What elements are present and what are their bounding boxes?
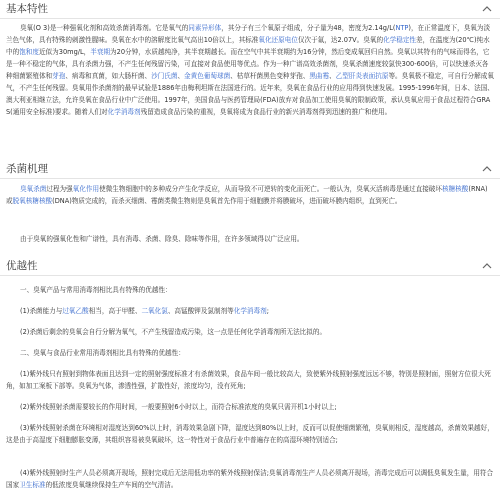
text-run: 相当，高于甲醛、 [88,307,142,315]
chevron-up-icon[interactable] [482,4,492,14]
text-run: 仅次于氟，达2.07V。臭氧的 [297,36,384,44]
text-run: 的低浓度臭氧继续保持生产车间的空气清洁。 [45,481,178,489]
inline-link[interactable]: 饱和度 [19,48,39,56]
text-run: 、病毒和真菌，如大肠杆菌、 [65,72,152,80]
text-run: 过程为强 [46,185,73,193]
text-run: 、 [177,72,185,80]
paragraph [6,233,494,245]
paragraph [6,368,494,392]
text-run: (4)紫外线照射时生产人员必须离开现场，照射完成后无法用低功率的紫外线照射保洁;臭氧消毒剂生产人员必须离开现场，消毒完成后可以调低臭氧发生量，用符合国家 [6,469,494,489]
inline-link[interactable]: 核糖核酸 [442,185,469,193]
text-run: 使微生物细胞中的多种成分产生化学反应，从而导致不可逆转的变化而死亡。一般认为，臭氧灭活病毒是通过直接破坏 [99,185,442,193]
text-run: 二、臭氧与食品行业常用消毒剂相比具有特殊的优越性： [20,349,185,357]
paragraph [6,305,494,317]
text-run: 近似为30mg/L， [38,48,91,56]
inline-link[interactable]: 半衰期 [90,48,111,56]
inline-link[interactable]: 化学消毒剂 [107,108,141,116]
paragraph [6,467,494,491]
text-run: 差，在温度为(20℃)纯水中的 [6,36,490,56]
section-title: 杀菌机理 [6,163,48,175]
inline-link[interactable]: 过氧乙酸 [62,307,89,315]
inline-link[interactable]: 化学稳定性 [383,36,417,44]
text-run: 臭氧(O 3)是一种强氧化剂和高效杀菌消毒剂。它是氧气的 [20,24,189,32]
chevron-up-icon[interactable] [482,164,492,174]
inline-link[interactable]: 芽孢 [52,72,66,80]
inline-link[interactable]: 金黄色葡萄球菌 [184,72,231,80]
paragraph [6,284,494,296]
text-run: 、 [329,72,336,80]
text-run: (3)紫外线照射杀菌在环境相对湿度达到60%以上时，消毒效果急剧下降，湿度达到80%以上时，反而可以促使细菌繁殖，臭氧则相反，湿度越高，杀菌效果越好，这是由于高湿度下细胞膨胀变薄，其组织容易被臭氧破坏，这一特性对于食品行业中普遍存在的高湿环境特别适合; [6,424,494,444]
section-title: 基本特性 [6,3,48,15]
paragraph [6,422,494,446]
paragraph [6,183,494,207]
inline-link[interactable]: 脱氧核糖核酸 [12,197,53,205]
section-header-sterilization-mechanism[interactable] [0,162,500,179]
section-header-basic-properties[interactable] [0,2,500,19]
inline-link[interactable]: 沙门氏菌 [151,72,178,80]
text-run: 等。臭氧极不稳定，可自行分解成氧气，不产生任何残留。臭氧用作杀菌剂的最早试验是1886年由梅利坦斯在法国进行的。近年来，臭氧在食品行业的应用得到快速发展。1995-1996年间，日本、法国、澳大利亚相继立法，允许臭氧在食品行业中广泛使用。1997年，美国食品与医药管理局(FDA)放弃对食品加工使用臭氧的限制政策，承认臭氧应用于食品过程符合GRAS(通用安全标准)要求。随着人们对 [6,72,494,116]
text-run: 为20分钟，水质越纯净，其半衰期越长。而在空气中其半衰期约为16分钟，然后变成氧回归自然。臭氧以其特有的气味而得名，它是一种不稳定的气体，具有杀菌力强，不产生任何残留污染，可直接对食品使用等优点。作为一种广谱高效杀菌剂，臭氧杀菌速度较氯快300-600倍，可以快速杀灭各种细菌繁殖体和 [6,48,490,80]
paragraph [6,401,494,413]
text-run: (1)杀菌能力与 [20,307,63,315]
inline-link[interactable]: 氧化作用 [72,185,100,193]
text-run: )，在正常温度下，臭氧为淡兰色气体，具有特殊的刺激性腥味。臭氧在水中的溶解度比氧气高出10倍以上，其标准 [6,24,491,44]
text-run: 由于臭氧的强氧化性和广谱性，具有消毒、杀菌、除臭、除味等作用，在许多领域得以广泛应用。 [20,235,304,243]
text-run: 、枯草杆菌黑色变种芽孢、 [230,72,310,80]
inline-link[interactable]: 乙型肝炎表面抗原 [335,72,389,80]
inline-link[interactable]: 黑曲霉 [309,72,330,80]
text-run: (DNA)物质完成的，而杀灭细菌、霉菌类微生物则是臭氧首先作用于细胞膜并将膜破坏，进而破坏膜内组织，直到死亡。 [52,197,402,205]
text-run: 一、臭氧产品与常用消毒剂相比具有特殊的优越性： [20,286,172,294]
text-run: ，其分子有三个氧原子组成，分子量为48，密度为2.14g/L( [221,24,396,32]
inline-link[interactable]: 氧化还原电位 [258,36,298,44]
text-run: (2)杀菌后剩余的臭氧会自行分解为氧气，不产生残留造成污染，这一点是任何化学消毒剂所无法比拟的。 [20,328,327,336]
paragraph [6,347,494,359]
text-run: (1)紫外线只有照射到物体表面且达到一定的照射强度标准才有杀菌效果，食品车间一般比较高大，致使紫外线照射强度远远不够，特别是照射面，照射方位很大死角，如加工案板下部等。臭氧为气体，渗透性强，扩散性好，浓度均匀，没有死角; [6,370,491,390]
paragraph [6,326,494,338]
inline-link[interactable]: NTP [395,24,409,32]
chevron-up-icon[interactable] [482,261,492,271]
text-run: (RNA)或 [6,185,488,205]
text-run: 、高锰酸钾及氯制剂等 [167,307,234,315]
section-header-advantages[interactable] [0,259,500,276]
inline-link[interactable]: 同素异形体 [188,24,222,32]
text-run: ; [266,307,269,315]
section-title: 优越性 [6,260,38,272]
inline-link[interactable]: 二氧化氯 [141,307,168,315]
text-run: 残留造成食品污染的重视，臭氧将成为食品行业的新兴消毒剂得到迅速的推广和使用。 [140,108,392,116]
paragraph [6,22,494,118]
inline-link[interactable]: 卫生标准 [19,481,46,489]
inline-link[interactable]: 臭氧杀菌 [20,185,47,193]
inline-link[interactable]: 化学消毒剂 [233,307,267,315]
text-run: (2)紫外线照射杀菌需要较长的作用时间，一般要照射6小时以上，而符合标准浓度的臭氧只需开机1小时以上; [20,403,337,411]
